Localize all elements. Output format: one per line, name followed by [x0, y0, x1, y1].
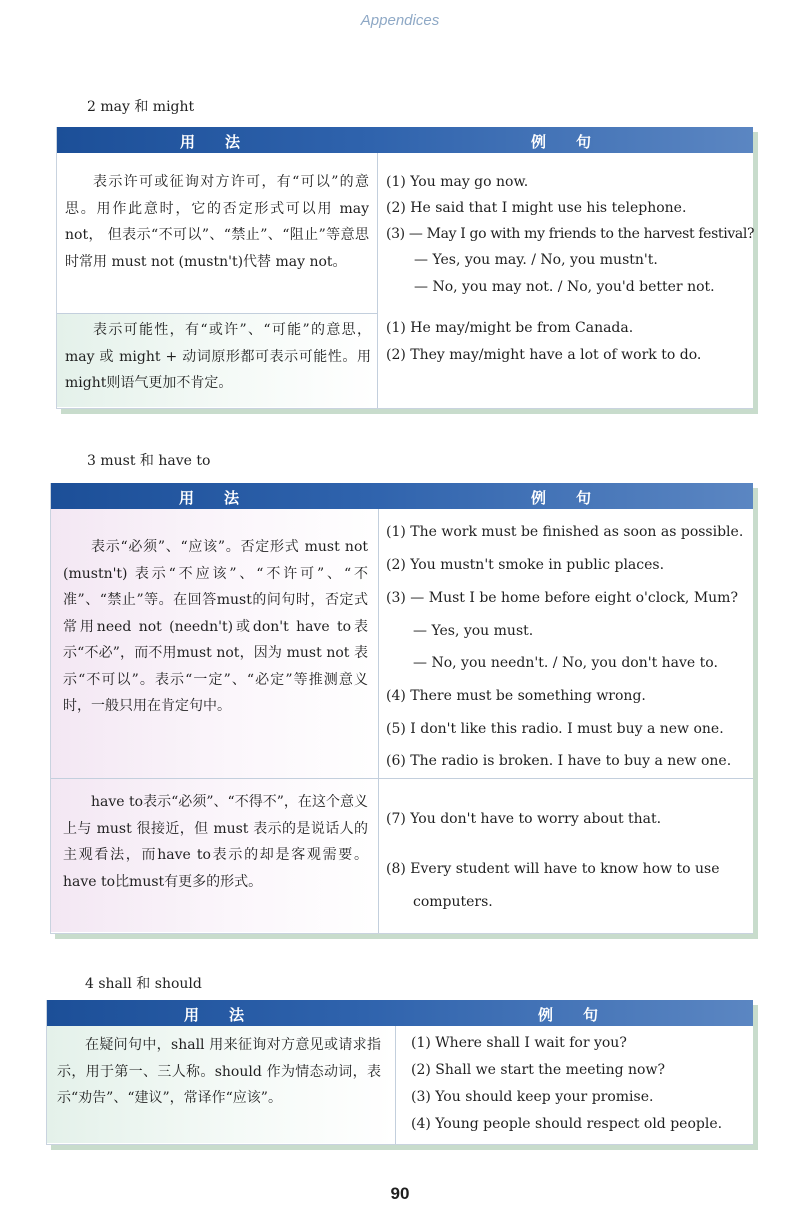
header-usage: 用 法 — [180, 133, 241, 151]
table-header — [51, 483, 753, 509]
usage-cell: 在疑问句中，shall 用来征询对方意见或请求指示，用于第一、三人称。should 作为情态动词，表示“劝告”、“建议”，常译作“应该”。 — [47, 1026, 395, 1143]
header-usage: 用 法 — [184, 1006, 245, 1024]
example-line: (3) You should keep your promise. — [411, 1089, 654, 1105]
example-line: (3) — May I go with my friends to the harvest festival? — [386, 226, 755, 242]
example-line: (3) — Must I be home before eight o'clock, Mum? — [386, 590, 738, 606]
table-may-might — [56, 127, 753, 409]
section-title-must-have-to: 3 must 和 have to — [87, 453, 211, 469]
example-line: (4) There must be something wrong. — [386, 688, 646, 704]
page-number: 90 — [390, 1184, 410, 1203]
example-line: (1) Where shall I wait for you? — [411, 1035, 627, 1051]
usage-cell: 表示许可或征询对方许可，有“可以”的意思。用作此意时，它的否定形式可以用 may not， 但表示“不可以”、“禁止”、“阻止”等意思时常用 must not (mustn't)代替 may not。 — [65, 174, 369, 270]
example-line: — No, you needn't. / No, you don't have to. — [413, 655, 718, 671]
section-title-shall-should: 4 shall 和 should — [85, 976, 202, 992]
example-line: (2) They may/might have a lot of work to do. — [386, 347, 702, 363]
example-line: — Yes, you must. — [413, 623, 534, 639]
table-header — [57, 127, 753, 153]
example-line: — No, you may not. / No, you'd better not. — [414, 279, 715, 295]
example-line: — Yes, you may. / No, you mustn't. — [414, 252, 658, 268]
table-shall-should — [46, 1000, 753, 1145]
header-example: 例 句 — [531, 133, 592, 151]
usage-cell: 表示可能性，有“或许”、“可能”的意思，may 或 might + 动词原形都可表示可能性。用might则语气更加不肯定。 — [57, 314, 377, 407]
example-line: (2) You mustn't smoke in public places. — [386, 557, 665, 573]
example-line: (2) He said that I might use his telephone. — [386, 200, 687, 216]
usage-cell: 表示“必须”、“应该”。否定形式 must not (mustn't) 表示“不应该”、“不许可”、“不准”、“禁止”等。在回答must的问句时，否定式常用need not (needn't)或don't have to表示“不必”，而不用must not，因为 must not 表示“不可以”。表示“一定”、“必定”等推测意义时，一般只用在肯定句中。 — [51, 509, 378, 778]
table-must-have-to — [50, 483, 753, 934]
usage-cell: have to表示“必须”、“不得不”，在这个意义上与 must 很接近，但 must 表示的是说话人的主观看法，而have to表示的却是客观需要。have to比must有更多的形式。 — [51, 779, 378, 932]
example-line: (1) The work must be finished as soon as possible. — [386, 524, 744, 540]
example-line: (4) Young people should respect old people. — [411, 1116, 723, 1132]
table-header — [47, 1000, 753, 1026]
example-line: computers. — [413, 894, 493, 910]
example-line: (5) I don't like this radio. I must buy a new one. — [386, 721, 724, 737]
header-usage: 用 法 — [179, 489, 240, 507]
section-title-may-might: 2 may 和 might — [87, 99, 195, 115]
header-example: 例 句 — [531, 489, 592, 507]
example-line: (2) Shall we start the meeting now? — [411, 1062, 665, 1078]
example-line: (8) Every student will have to know how to use — [386, 861, 720, 877]
example-line: (1) You may go now. — [386, 174, 529, 190]
example-line: (6) The radio is broken. I have to buy a new one. — [386, 753, 732, 769]
header-example: 例 句 — [538, 1006, 599, 1024]
running-header: Appendices — [360, 12, 440, 29]
example-line: (1) He may/might be from Canada. — [386, 320, 634, 336]
example-line: (7) You don't have to worry about that. — [386, 811, 662, 827]
